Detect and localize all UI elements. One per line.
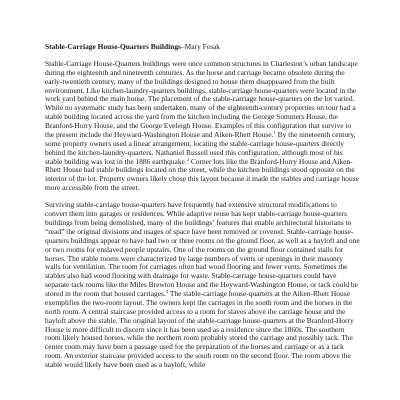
paragraph-text: Corner lots like the Branford-Horry House and Aiken-Rhett House had stable buildings located on the street, while the kitchen buildings stood opposite on the interior of the lot. Property owners likely chose this layout because it made the stables and carriage house more accessible from the street. (45, 156, 359, 193)
footnote-marker: 1 (273, 129, 276, 135)
paragraph-text: By the nineteenth century, some property owners used a linear arrangement, locating the stable-carriage house-quarters directly behind the kitchen-laundry-quarters. Nathaniel Russell used this configuration, although most of his stable building was lost in the 1886 earthquake. (45, 129, 356, 166)
paragraphs-container (45, 60, 360, 370)
footnote-marker: 3 (165, 289, 169, 295)
footnote-marker: 2 (186, 156, 189, 162)
paragraph-text: Surviving stable-carriage house-quarters have frequently had extensive structural modifications to convert them into garages or residences. While adaptive reuse has kept stable-carriage house-quarters buildings from being demolished, many of the buildings’ features that enable architectural historians to “read” the original divisions and usages of space have been removed or covered. Stable-carriage house-quarters buildings appear to have had two or three rooms on the ground floor, as well as a hayloft and one or two rooms for enslaved people upstairs. One of the rooms on the ground floor contained stalls for horses. The stable rooms were characterized by large numbers of vents or openings in their masonry walls for ventilation. The room for carriages often had wood flooring and fewer vents. Sometimes the stables also had wood flooring with drainage for waste. Stable-carriage house-quarters could have separate tack rooms like the Miles Brewton House and the Heyward-Washington House, or tack could be stored in the room that housed carriages. (45, 200, 360, 299)
document-body (45, 43, 360, 378)
body-paragraph (45, 60, 360, 193)
document-title: Stable-Carriage House-Quarters Buildings (45, 42, 181, 51)
body-paragraph (45, 201, 360, 370)
title-line (45, 43, 360, 52)
paragraph-text: Stable-Carriage House-Quarters buildings were once common structures in Charleston’s urban landscape during the eighteenth and nineteenth centuries. As the horse and carriage became obsolete during the early-twentieth century, many of the buildings designed to house them disappeared from the built environment. Like kitchen-laundry-quarters buildings, stable-carriage house-quarters were located in the work yard behind the main house. The placement of the stable-carriage house-quarters on the lot varied. While no systematic study has been undertaken, many of the eighteenth-century properties on tour had a stable building located across the yard from the kitchen including the George Sommers House, the Branford-Horry House, and the George Eveleigh House. Examples of this configuration that survive to the present include the Heyward-Washington House and Aiken-Rhett House. (45, 58, 358, 139)
author-byline: –Mary Fesak (180, 42, 220, 51)
paragraph-text: The stable-carriage house-quarters at the Aiken-Rhett House exemplifies the two-room layout. The owners kept the carriages in the south room and the horses in the north room. A central staircase provided access to a room for slaves above the carriage house and the hayloft above the stable. The original layout of the stable-carriage house-quarters at the Branford-Horry House is more difficult to discern since it has been used as a residence since the 1860s. The southern room likely housed horses, while the northern room probably stored the carriage and possibly tack. The center room may have been a passage used for the preparation of the horses and carriage or as a tack room. An exterior staircase provided access to the south room on the second floor. The room above the stable would likely have been used as a hayloft, while (45, 289, 354, 370)
